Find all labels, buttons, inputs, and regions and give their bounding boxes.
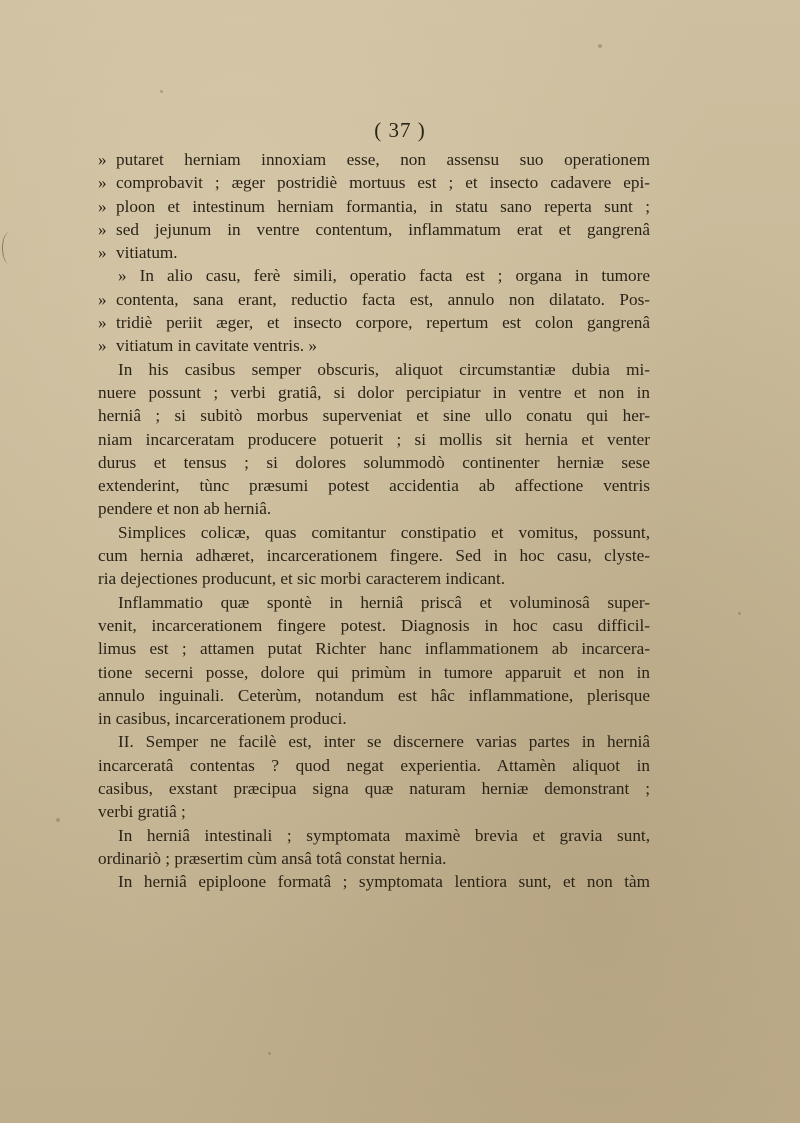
- quote-mark: »: [98, 173, 107, 193]
- text-line: [98, 800, 650, 823]
- text-line: [98, 334, 650, 357]
- line-text: extenderint, tùnc præsumi potest accidentia ab affectione ventris: [98, 476, 650, 496]
- line-text: tridiè periit æger, et insecto corpore, repertum est colon gangrenâ: [116, 313, 650, 333]
- line-text: casibus, exstant præcipua signa quæ naturam herniæ demonstrant ;: [98, 779, 650, 799]
- quote-mark: »: [98, 219, 107, 239]
- line-text: in casibus, incarcerationem produci.: [98, 709, 347, 729]
- line-text: limus est ; attamen putat Richter hanc inflammationem ab incarcera-: [98, 639, 650, 659]
- text-line: [98, 288, 650, 311]
- line-text: » In alio casu, ferè simili, operatio facta est ; organa in tumore: [118, 266, 650, 286]
- line-text: comprobavit ; æger postridiè mortuus est ; et insecto cadavere epi-: [116, 173, 650, 193]
- text-line: [98, 404, 650, 427]
- line-text: verbi gratiâ ;: [98, 802, 186, 822]
- quote-mark: »: [98, 313, 107, 333]
- text-line: [98, 428, 650, 451]
- quote-mark: »: [98, 289, 107, 309]
- foxing-spot: [738, 612, 741, 615]
- line-text: In his casibus semper obscuris, aliquot circumstantiæ dubia mi-: [118, 359, 650, 379]
- foxing-spot: [268, 1052, 271, 1055]
- line-text: nuere possunt ; verbi gratiâ, si dolor percipiatur in ventre et non in: [98, 382, 650, 402]
- margin-pencil-mark: [2, 232, 17, 264]
- line-text: Simplices colicæ, quas comitantur constipatio et vomitus, possunt,: [118, 522, 650, 542]
- text-line: [98, 241, 650, 264]
- quote-mark: »: [98, 196, 107, 216]
- text-line: [98, 754, 650, 777]
- text-line: [98, 521, 650, 544]
- foxing-spot: [160, 90, 163, 93]
- quote-mark: »: [98, 150, 107, 169]
- text-line: [98, 451, 650, 474]
- text-line: [98, 544, 650, 567]
- text-line: [98, 870, 650, 893]
- text-line: [98, 777, 650, 800]
- text-line: [98, 637, 650, 660]
- line-text: pendere et non ab herniâ.: [98, 499, 272, 519]
- line-text: contenta, sana erant, reductio facta est, annulo non dilatato. Pos-: [116, 289, 650, 309]
- line-text: In herniâ intestinali ; symptomata maximè brevia et gravia sunt,: [118, 825, 650, 845]
- text-line: [98, 591, 650, 614]
- text-line: [98, 614, 650, 637]
- text-line: [98, 824, 650, 847]
- text-line: [98, 148, 650, 171]
- text-line: [98, 730, 650, 753]
- line-text: In herniâ epiploone formatâ ; symptomata lentiora sunt, et non tàm: [118, 872, 650, 892]
- text-line: [98, 358, 650, 381]
- line-text: incarceratâ contentas ? quod negat experientia. Attamèn aliquot in: [98, 755, 650, 775]
- line-text: tione secerni posse, dolore qui primùm in tumore apparuit et non in: [98, 662, 650, 682]
- quote-mark: »: [98, 336, 107, 356]
- text-line: [98, 497, 650, 520]
- line-text: sed jejunum in ventre contentum, inflammatum erat et gangrenâ: [116, 219, 650, 239]
- line-text: putaret herniam innoxiam esse, non assensu suo operationem: [116, 150, 650, 169]
- text-line: [98, 567, 650, 590]
- line-text: niam incarceratam producere potuerit ; si mollis sit hernia et venter: [98, 429, 650, 449]
- text-line: [98, 381, 650, 404]
- text-line: [98, 684, 650, 707]
- page-number: ( 37 ): [374, 118, 426, 142]
- line-text: II. Semper ne facilè est, inter se discernere varias partes in herniâ: [118, 732, 650, 752]
- foxing-spot: [598, 44, 602, 48]
- line-text: vitiatum in cavitate ventris. »: [116, 336, 317, 356]
- quote-mark: »: [98, 243, 107, 263]
- text-line: [98, 847, 650, 870]
- line-text: Inflammatio quæ spontè in herniâ priscâ et voluminosâ super-: [118, 592, 650, 612]
- line-text: venit, incarcerationem fingere potest. Diagnosis in hoc casu difficil-: [98, 615, 650, 635]
- line-text: ria dejectiones producunt, et sic morbi caracterem indicant.: [98, 569, 506, 589]
- body-text: [98, 148, 650, 894]
- text-line: [98, 264, 650, 287]
- line-text: durus et tensus ; si dolores solummodò continenter herniæ sese: [98, 452, 650, 472]
- line-text: annulo inguinali. Ceterùm, notandum est hâc inflammatione, plerisque: [98, 685, 650, 705]
- line-text: cum hernia adhæret, incarcerationem fingere. Sed in hoc casu, clyste-: [98, 546, 650, 566]
- text-line: [98, 707, 650, 730]
- line-text: ordinariò ; præsertim cùm ansâ totâ constat hernia.: [98, 848, 447, 868]
- text-line: [98, 311, 650, 334]
- text-line: [98, 474, 650, 497]
- line-text: ploon et intestinum herniam formantia, in statu sano reperta sunt ;: [116, 196, 650, 216]
- line-text: herniâ ; si subitò morbus superveniat et sine ullo conatu qui her-: [98, 406, 650, 426]
- line-text: vitiatum.: [116, 243, 178, 263]
- foxing-spot: [56, 818, 60, 822]
- text-line: [98, 661, 650, 684]
- text-line: [98, 218, 650, 241]
- text-line: [98, 195, 650, 218]
- text-line: [98, 171, 650, 194]
